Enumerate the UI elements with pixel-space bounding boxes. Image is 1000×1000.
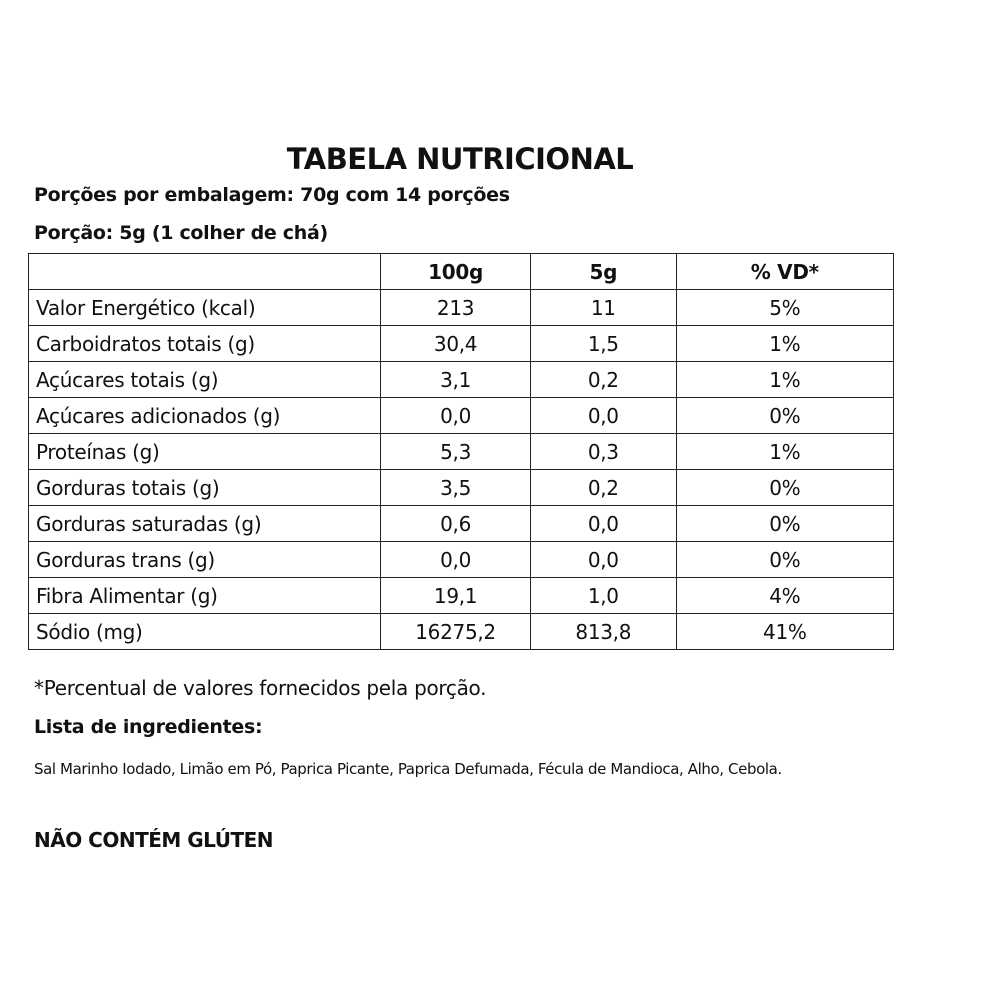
nutrient-label: Gorduras trans (g) xyxy=(29,542,381,578)
nutrition-table xyxy=(28,253,894,650)
header-100g: 100g xyxy=(381,254,531,290)
table-row xyxy=(29,578,894,614)
value-vd: 5% xyxy=(676,290,893,326)
value-vd: 41% xyxy=(676,614,893,650)
nutrient-label: Fibra Alimentar (g) xyxy=(29,578,381,614)
value-vd: 0% xyxy=(676,506,893,542)
table-row xyxy=(29,326,894,362)
header-nutrient xyxy=(29,254,381,290)
nutrient-label: Carboidratos totais (g) xyxy=(29,326,381,362)
value-100g: 0,0 xyxy=(381,398,531,434)
nutrient-label: Gorduras saturadas (g) xyxy=(29,506,381,542)
ingredients-title: Lista de ingredientes: xyxy=(34,716,263,738)
nutrient-label: Valor Energético (kcal) xyxy=(29,290,381,326)
nutrient-label: Proteínas (g) xyxy=(29,434,381,470)
table-row xyxy=(29,542,894,578)
header-vd: % VD* xyxy=(676,254,893,290)
value-vd: 0% xyxy=(676,398,893,434)
portions-per-package: Porções por embalagem: 70g com 14 porções xyxy=(34,184,510,206)
value-5g: 1,5 xyxy=(530,326,676,362)
table-row xyxy=(29,290,894,326)
value-100g: 3,1 xyxy=(381,362,531,398)
value-vd: 1% xyxy=(676,362,893,398)
table-row xyxy=(29,398,894,434)
value-100g: 5,3 xyxy=(381,434,531,470)
value-vd: 1% xyxy=(676,434,893,470)
nutrient-label: Gorduras totais (g) xyxy=(29,470,381,506)
value-100g: 3,5 xyxy=(381,470,531,506)
value-vd: 1% xyxy=(676,326,893,362)
value-5g: 0,0 xyxy=(530,398,676,434)
vd-footnote: *Percentual de valores fornecidos pela porção. xyxy=(34,676,487,700)
value-5g: 0,3 xyxy=(530,434,676,470)
table-row xyxy=(29,362,894,398)
value-5g: 0,2 xyxy=(530,362,676,398)
value-100g: 30,4 xyxy=(381,326,531,362)
table-row xyxy=(29,506,894,542)
value-100g: 213 xyxy=(381,290,531,326)
table-row xyxy=(29,434,894,470)
gluten-notice: NÃO CONTÉM GLÚTEN xyxy=(34,828,273,852)
header-5g: 5g xyxy=(530,254,676,290)
portion-size: Porção: 5g (1 colher de chá) xyxy=(34,222,328,244)
ingredients-list: Sal Marinho Iodado, Limão em Pó, Paprica Picante, Paprica Defumada, Fécula de Mandioca, Alho, Cebola. xyxy=(34,760,782,778)
value-100g: 19,1 xyxy=(381,578,531,614)
value-vd: 0% xyxy=(676,470,893,506)
value-5g: 0,0 xyxy=(530,542,676,578)
value-5g: 813,8 xyxy=(530,614,676,650)
nutrient-label: Açúcares adicionados (g) xyxy=(29,398,381,434)
value-vd: 0% xyxy=(676,542,893,578)
value-5g: 0,0 xyxy=(530,506,676,542)
value-5g: 11 xyxy=(530,290,676,326)
table-row xyxy=(29,614,894,650)
table-header-row xyxy=(29,254,894,290)
nutrient-label: Açúcares totais (g) xyxy=(29,362,381,398)
value-5g: 0,2 xyxy=(530,470,676,506)
page-title: TABELA NUTRICIONAL xyxy=(286,142,634,176)
value-100g: 0,0 xyxy=(381,542,531,578)
value-100g: 16275,2 xyxy=(381,614,531,650)
value-vd: 4% xyxy=(676,578,893,614)
value-5g: 1,0 xyxy=(530,578,676,614)
nutrient-label: Sódio (mg) xyxy=(29,614,381,650)
value-100g: 0,6 xyxy=(381,506,531,542)
table-row xyxy=(29,470,894,506)
